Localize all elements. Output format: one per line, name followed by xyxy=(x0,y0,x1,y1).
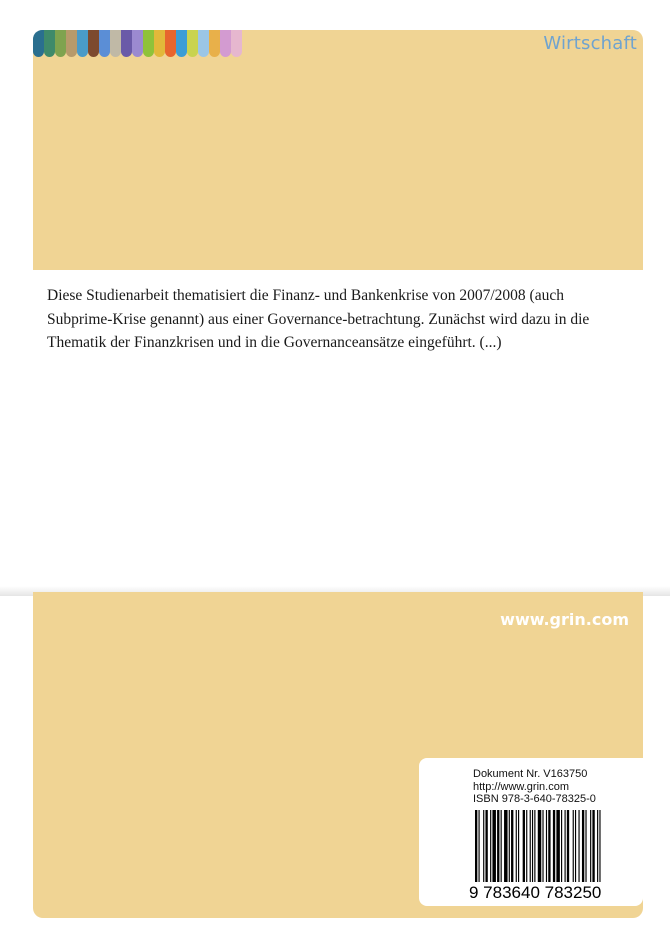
color-stripe xyxy=(154,30,165,57)
document-number: Dokument Nr. V163750 xyxy=(473,768,588,780)
document-meta xyxy=(473,768,596,806)
color-stripe xyxy=(198,30,209,57)
color-stripe xyxy=(187,30,198,57)
color-stripe xyxy=(165,30,176,57)
barcode-bar xyxy=(532,810,533,882)
barcode-bar xyxy=(526,810,527,882)
top-color-panel xyxy=(33,30,643,270)
abstract-text: Diese Studienarbeit thematisiert die Finanz- und Bankenkrise von 2007/2008 (auch Subprime-Krise genannt) aus einer Governance-betrachtung. Zunächst wird dazu in die Thematik der Finanzkrisen und in die Governanceansätze eingeführt. (...) xyxy=(47,287,590,351)
barcode-bar xyxy=(538,810,541,882)
barcode-bar xyxy=(475,810,477,882)
barcode-bar xyxy=(504,810,507,882)
color-stripe xyxy=(209,30,220,57)
isbn-barcode xyxy=(467,810,625,900)
barcode-bar xyxy=(575,810,576,882)
barcode-bar xyxy=(578,810,579,882)
barcode-bar xyxy=(483,810,484,882)
bottom-color-panel xyxy=(33,592,643,918)
color-stripes xyxy=(33,30,242,57)
barcode-bar xyxy=(509,810,510,882)
barcode-bar xyxy=(553,810,555,882)
barcode-bar xyxy=(518,810,519,882)
barcode-bar xyxy=(582,810,584,882)
color-stripe xyxy=(176,30,187,57)
color-stripe xyxy=(143,30,154,57)
barcode-bar xyxy=(523,810,525,882)
color-stripe xyxy=(77,30,88,57)
barcode-bar xyxy=(592,810,594,882)
barcode-bar xyxy=(530,810,531,882)
barcode-bar xyxy=(599,810,600,882)
barcode-bar xyxy=(565,810,566,882)
color-stripe xyxy=(88,30,99,57)
isbn: ISBN 978-3-640-78325-0 xyxy=(473,793,596,805)
color-stripe xyxy=(99,30,110,57)
barcode-bar xyxy=(485,810,487,882)
color-stripe xyxy=(220,30,231,57)
color-stripe xyxy=(33,30,44,57)
barcode-bar xyxy=(497,810,499,882)
barcode-bar xyxy=(516,810,517,882)
barcode-bar xyxy=(511,810,513,882)
publisher-website: www.grin.com xyxy=(500,610,629,629)
barcode-digits: 9 783640 783250 xyxy=(469,883,602,900)
color-stripe xyxy=(44,30,55,57)
color-stripe xyxy=(66,30,77,57)
barcode-bar xyxy=(556,810,559,882)
barcode-bar xyxy=(567,810,569,882)
barcode-bar xyxy=(490,810,491,882)
barcode-bar xyxy=(548,810,550,882)
barcode-bar xyxy=(542,810,543,882)
barcode-bar xyxy=(501,810,502,882)
barcode-bar xyxy=(478,810,479,882)
barcode-bar xyxy=(492,810,495,882)
color-stripe xyxy=(132,30,143,57)
barcode-bar xyxy=(534,810,535,882)
barcode-bar xyxy=(573,810,574,882)
publisher-url: http://www.grin.com xyxy=(473,780,569,793)
barcode-bar xyxy=(585,810,586,882)
barcode-bar xyxy=(597,810,598,882)
barcode-box xyxy=(419,758,643,906)
barcode-bar xyxy=(546,810,547,882)
color-stripe xyxy=(55,30,66,57)
color-stripe xyxy=(231,30,242,57)
color-stripe xyxy=(110,30,121,57)
barcode-bar xyxy=(561,810,562,882)
color-stripe xyxy=(121,30,132,57)
category-label: Wirtschaft xyxy=(543,33,637,54)
barcode-bar xyxy=(590,810,591,882)
